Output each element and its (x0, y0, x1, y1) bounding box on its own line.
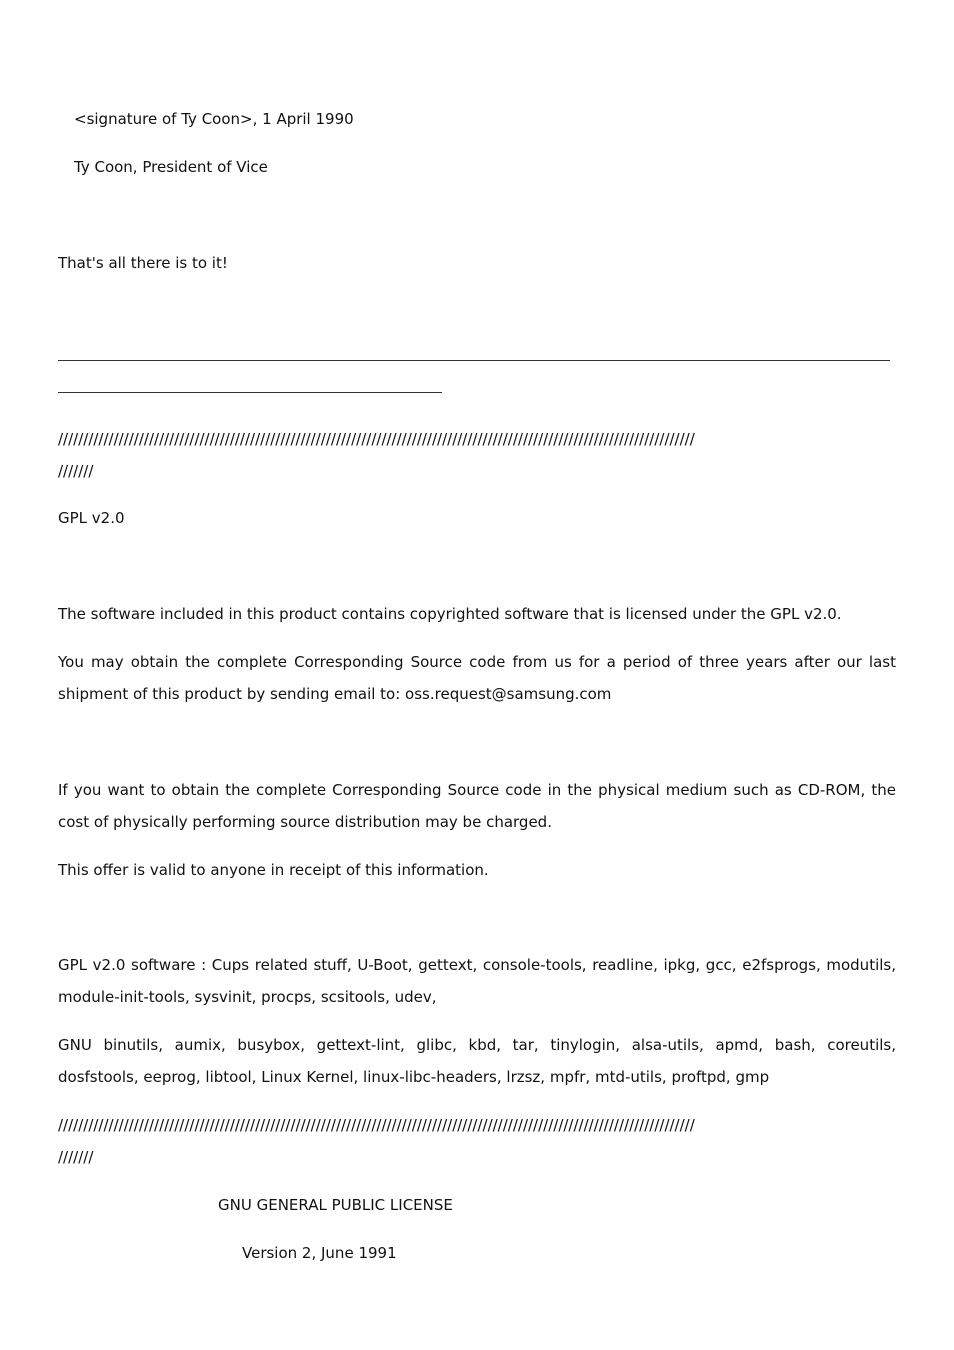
license-version: Version 2, June 1991 (242, 1244, 397, 1262)
license-title: GNU GENERAL PUBLIC LICENSE (218, 1196, 453, 1214)
gpl-paragraph-3: If you want to obtain the complete Corresponding Source code in the physical medium such as CD-ROM, the cost of physically performing source distribution may be charged. (58, 781, 896, 831)
gpl-paragraph-4: This offer is valid to anyone in receipt of this information. (58, 861, 489, 879)
signature-line: <signature of Ty Coon>, 1 April 1990 (74, 110, 354, 128)
slash-separator-line-2: ////////////////////////////////////////////////////////////////////////////////////////////////////////////////////////////// (58, 1116, 695, 1134)
closing-line: That's all there is to it! (58, 254, 228, 272)
signer-name-line: Ty Coon, President of Vice (74, 158, 268, 176)
gpl-heading: GPL v2.0 (58, 509, 125, 527)
gpl-paragraph-1: The software included in this product contains copyrighted software that is licensed under the GPL v2.0. (58, 605, 842, 623)
gpl-software-list-2: GNU binutils, aumix, busybox, gettext-lint, glibc, kbd, tar, tinylogin, alsa-utils, apmd, bash, coreutils, dosfstools, eeprog, libtool, Linux Kernel, linux-libc-headers, lrzsz, mpfr, mtd-utils, proftpd, gmp (58, 1036, 896, 1086)
horizontal-rule (58, 360, 890, 361)
gpl-software-list-1: GPL v2.0 software : Cups related stuff, U-Boot, gettext, console-tools, readline, ipkg, gcc, e2fsprogs, modutils, module-init-tools, sysvinit, procps, scsitools, udev, (58, 956, 896, 1006)
slash-separator-tail: /////// (58, 462, 94, 480)
slash-separator-line: ////////////////////////////////////////////////////////////////////////////////////////////////////////////////////////////// (58, 430, 695, 448)
gpl-paragraph-2: You may obtain the complete Corresponding Source code from us for a period of three years after our last shipment of this product by sending email to: oss.request@samsung.com (58, 653, 896, 703)
slash-separator-tail-2: /////// (58, 1148, 94, 1166)
horizontal-rule-short (58, 392, 442, 393)
